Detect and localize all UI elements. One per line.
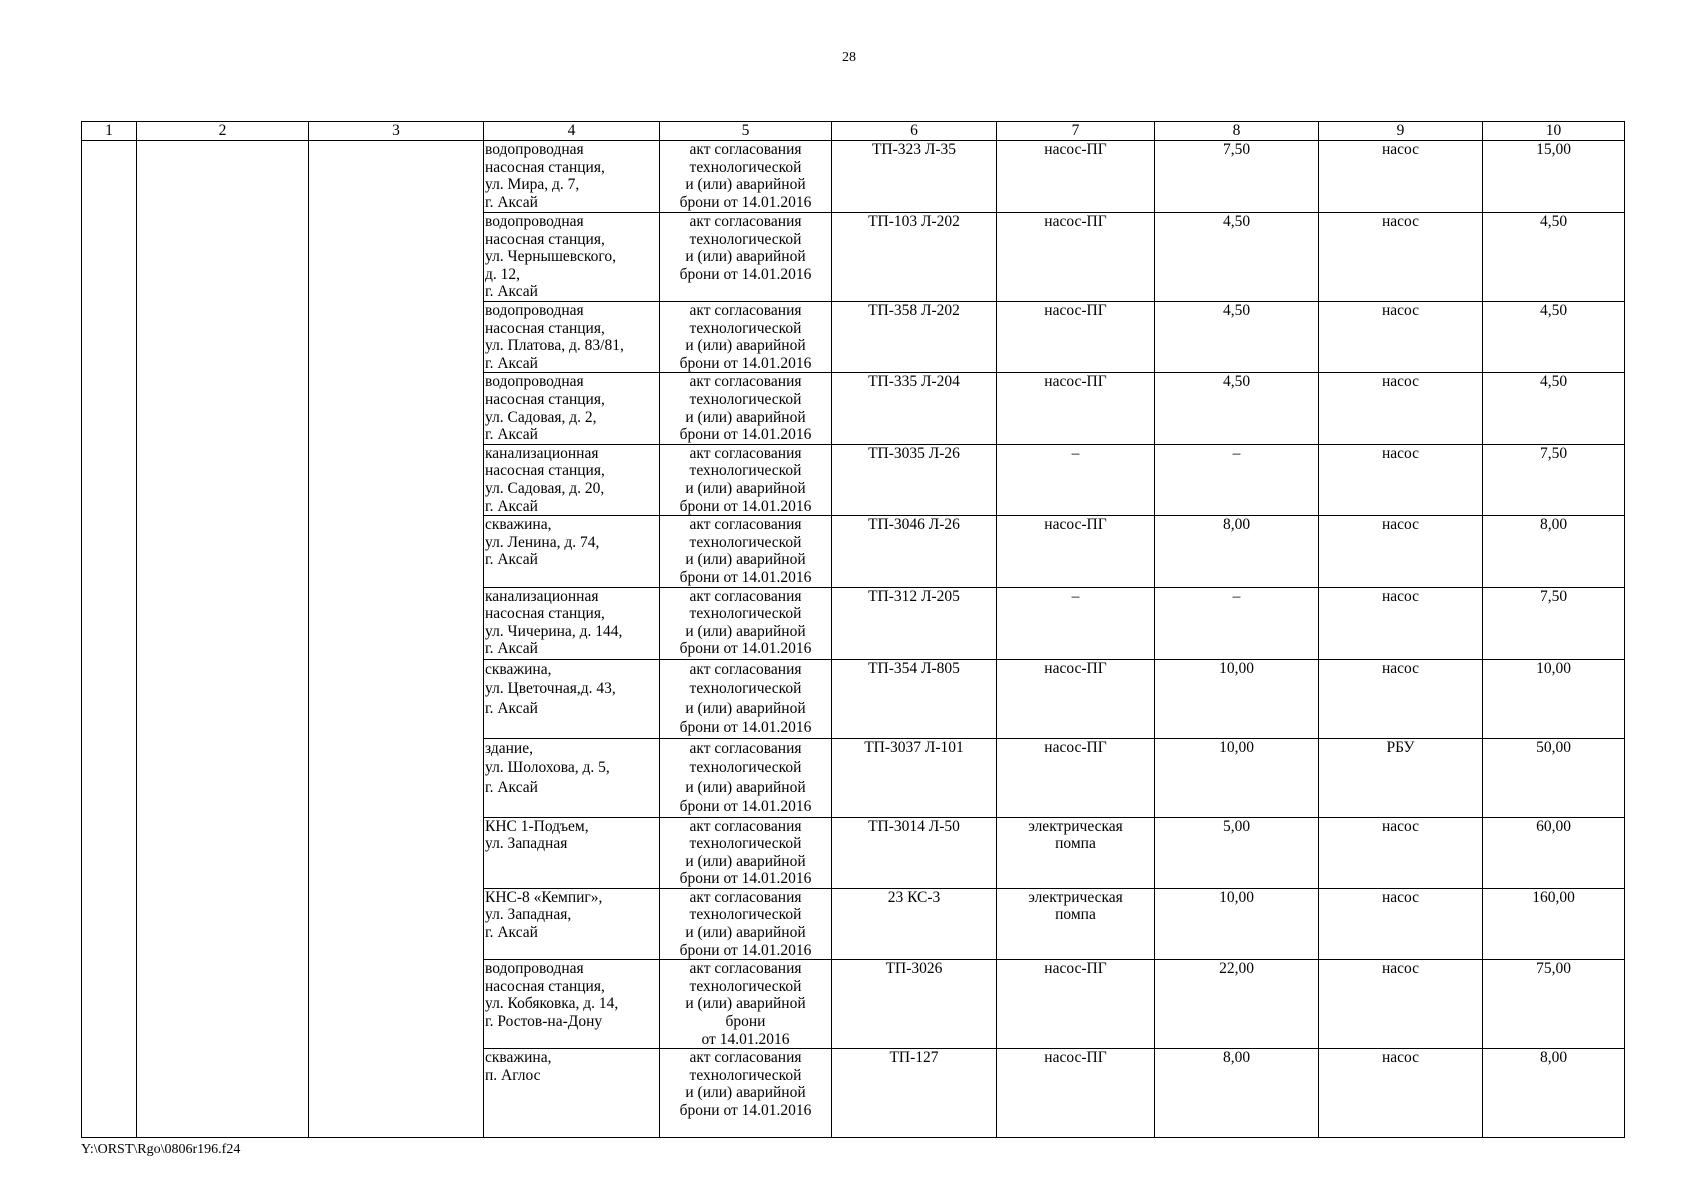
- reserve-value-cell: 4,50: [1483, 302, 1625, 373]
- column-header-7: 7: [997, 122, 1155, 141]
- capacity-cell: 4,50: [1155, 373, 1319, 444]
- substation-cell: ТП-3026: [832, 960, 997, 1049]
- column-header-1: 1: [82, 122, 137, 141]
- reserve-type-cell: насос: [1319, 373, 1483, 444]
- table-header: [82, 122, 1625, 141]
- equipment-cell: электрическая помпа: [997, 817, 1155, 888]
- object-cell: водопроводная насосная станция, ул. Мира, д. 7, г. Аксай: [484, 141, 660, 213]
- reserve-type-cell: насос: [1319, 587, 1483, 659]
- document-cell: акт согласования технологической и (или) аварийной брони от 14.01.2016: [660, 888, 832, 959]
- object-cell: скважина, ул. Ленина, д. 74, г. Аксай: [484, 516, 660, 587]
- substation-cell: ТП-354 Л-805: [832, 659, 997, 738]
- reserve-value-cell: 75,00: [1483, 960, 1625, 1049]
- substation-cell: ТП-103 Л-202: [832, 213, 997, 302]
- table-row: [82, 141, 1625, 213]
- reserve-value-cell: 8,00: [1483, 1049, 1625, 1138]
- substation-cell: ТП-3014 Л-50: [832, 817, 997, 888]
- object-cell: водопроводная насосная станция, ул. Кобяковка, д. 14, г. Ростов-на-Дону: [484, 960, 660, 1049]
- object-cell: водопроводная насосная станция, ул. Платова, д. 83/81, г. Аксай: [484, 302, 660, 373]
- equipment-cell: насос-ПГ: [997, 302, 1155, 373]
- reserve-type-cell: насос: [1319, 141, 1483, 213]
- reserve-type-cell: насос: [1319, 213, 1483, 302]
- reserve-type-cell: насос: [1319, 444, 1483, 515]
- reserve-value-cell: 7,50: [1483, 444, 1625, 515]
- column-header-8: 8: [1155, 122, 1319, 141]
- object-cell: здание, ул. Шолохова, д. 5, г. Аксай: [484, 738, 660, 817]
- object-cell: КНС-8 «Кемпиг», ул. Западная, г. Аксай: [484, 888, 660, 959]
- document-cell: акт согласования технологической и (или) аварийной брони от 14.01.2016: [660, 213, 832, 302]
- capacity-cell: 8,00: [1155, 1049, 1319, 1138]
- column-header-3: 3: [309, 122, 484, 141]
- merged-cell-col-1: [82, 141, 137, 1138]
- document-cell: акт согласования технологической и (или) аварийной брони от 14.01.2016: [660, 373, 832, 444]
- reserve-type-cell: насос: [1319, 1049, 1483, 1138]
- equipment-cell: насос-ПГ: [997, 373, 1155, 444]
- reserve-type-cell: РБУ: [1319, 738, 1483, 817]
- substation-cell: ТП-3037 Л-101: [832, 738, 997, 817]
- reserve-value-cell: 15,00: [1483, 141, 1625, 213]
- capacity-cell: 10,00: [1155, 659, 1319, 738]
- reserve-type-cell: насос: [1319, 302, 1483, 373]
- reserve-type-cell: насос: [1319, 960, 1483, 1049]
- substation-cell: ТП-323 Л-35: [832, 141, 997, 213]
- substation-cell: ТП-3035 Л-26: [832, 444, 997, 515]
- column-header-5: 5: [660, 122, 832, 141]
- equipment-cell: насос-ПГ: [997, 141, 1155, 213]
- reserve-type-cell: насос: [1319, 516, 1483, 587]
- object-cell: канализационная насосная станция, ул. Чичерина, д. 144, г. Аксай: [484, 587, 660, 659]
- capacity-cell: –: [1155, 587, 1319, 659]
- document-cell: акт согласования технологической и (или) аварийной брони от 14.01.2016: [660, 960, 832, 1049]
- substation-cell: 23 КС-3: [832, 888, 997, 959]
- reserve-value-cell: 10,00: [1483, 659, 1625, 738]
- equipment-cell: насос-ПГ: [997, 659, 1155, 738]
- reserve-value-cell: 60,00: [1483, 817, 1625, 888]
- reserve-value-cell: 4,50: [1483, 373, 1625, 444]
- document-cell: акт согласования технологической и (или) аварийной брони от 14.01.2016: [660, 1049, 832, 1138]
- equipment-cell: электрическая помпа: [997, 888, 1155, 959]
- object-cell: скважина, п. Аглос: [484, 1049, 660, 1138]
- capacity-cell: 4,50: [1155, 213, 1319, 302]
- capacity-cell: 22,00: [1155, 960, 1319, 1049]
- document-cell: акт согласования технологической и (или) аварийной брони от 14.01.2016: [660, 817, 832, 888]
- object-cell: водопроводная насосная станция, ул. Чернышевского, д. 12, г. Аксай: [484, 213, 660, 302]
- equipment-cell: насос-ПГ: [997, 960, 1155, 1049]
- capacity-cell: 8,00: [1155, 516, 1319, 587]
- substation-cell: ТП-312 Л-205: [832, 587, 997, 659]
- substation-cell: ТП-335 Л-204: [832, 373, 997, 444]
- column-header-10: 10: [1483, 122, 1625, 141]
- capacity-cell: 5,00: [1155, 817, 1319, 888]
- substation-cell: ТП-127: [832, 1049, 997, 1138]
- equipment-cell: насос-ПГ: [997, 1049, 1155, 1138]
- column-header-6: 6: [832, 122, 997, 141]
- object-cell: водопроводная насосная станция, ул. Садовая, д. 2, г. Аксай: [484, 373, 660, 444]
- capacity-cell: 10,00: [1155, 888, 1319, 959]
- document-cell: акт согласования технологической и (или) аварийной брони от 14.01.2016: [660, 141, 832, 213]
- reserve-value-cell: 160,00: [1483, 888, 1625, 959]
- footer-file-path: Y:\ORST\Rgo\0806r196.f24: [81, 1142, 241, 1157]
- capacity-cell: 7,50: [1155, 141, 1319, 213]
- reserve-value-cell: 7,50: [1483, 587, 1625, 659]
- equipment-cell: насос-ПГ: [997, 213, 1155, 302]
- column-header-4: 4: [484, 122, 660, 141]
- object-cell: канализационная насосная станция, ул. Садовая, д. 20, г. Аксай: [484, 444, 660, 515]
- substation-cell: ТП-358 Л-202: [832, 302, 997, 373]
- reserve-table: [81, 121, 1625, 1138]
- merged-cell-col-3: [309, 141, 484, 1138]
- reserve-value-cell: 4,50: [1483, 213, 1625, 302]
- page-number: 28: [842, 50, 856, 65]
- capacity-cell: –: [1155, 444, 1319, 515]
- substation-cell: ТП-3046 Л-26: [832, 516, 997, 587]
- equipment-cell: –: [997, 444, 1155, 515]
- reserve-type-cell: насос: [1319, 659, 1483, 738]
- equipment-cell: насос-ПГ: [997, 516, 1155, 587]
- document-cell: акт согласования технологической и (или) аварийной брони от 14.01.2016: [660, 587, 832, 659]
- reserve-type-cell: насос: [1319, 888, 1483, 959]
- document-cell: акт согласования технологической и (или) аварийной брони от 14.01.2016: [660, 516, 832, 587]
- reserve-value-cell: 50,00: [1483, 738, 1625, 817]
- reserve-value-cell: 8,00: [1483, 516, 1625, 587]
- column-header-2: 2: [137, 122, 309, 141]
- document-cell: акт согласования технологической и (или) аварийной брони от 14.01.2016: [660, 302, 832, 373]
- document-cell: акт согласования технологической и (или) аварийной брони от 14.01.2016: [660, 444, 832, 515]
- object-cell: КНС 1-Подъем, ул. Западная: [484, 817, 660, 888]
- document-cell: акт согласования технологической и (или) аварийной брони от 14.01.2016: [660, 738, 832, 817]
- object-cell: скважина, ул. Цветочная,д. 43, г. Аксай: [484, 659, 660, 738]
- merged-cell-col-2: [137, 141, 309, 1138]
- reserve-type-cell: насос: [1319, 817, 1483, 888]
- capacity-cell: 4,50: [1155, 302, 1319, 373]
- column-header-9: 9: [1319, 122, 1483, 141]
- equipment-cell: –: [997, 587, 1155, 659]
- capacity-cell: 10,00: [1155, 738, 1319, 817]
- document-cell: акт согласования технологической и (или) аварийной брони от 14.01.2016: [660, 659, 832, 738]
- equipment-cell: насос-ПГ: [997, 738, 1155, 817]
